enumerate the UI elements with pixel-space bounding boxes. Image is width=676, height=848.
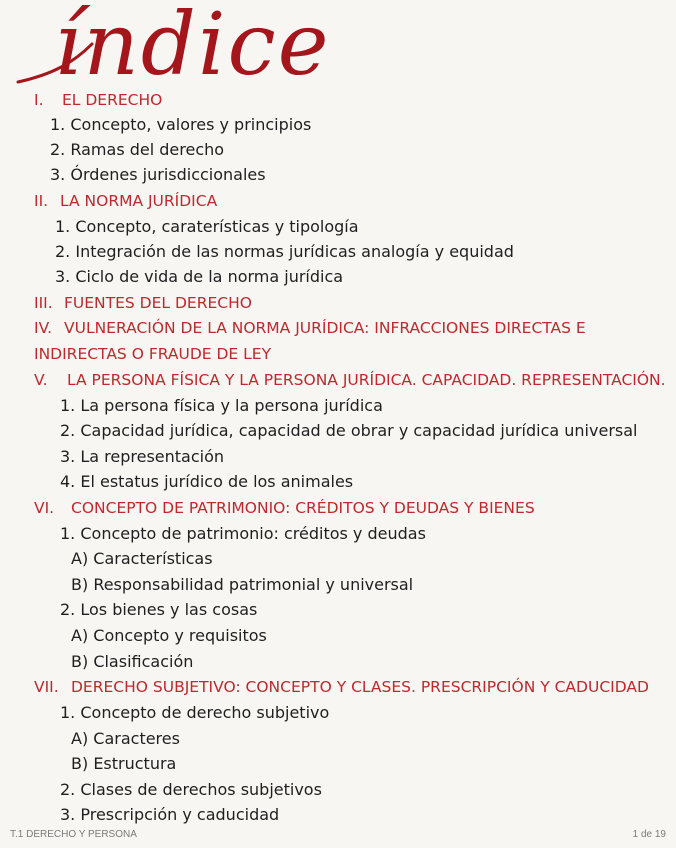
toc-section-label: FUENTES DEL DERECHO [64, 294, 252, 312]
toc-section-number: IV. [34, 319, 53, 337]
toc-section-number: VI. [34, 499, 55, 517]
toc-subitem[interactable] [71, 754, 176, 774]
toc-item[interactable] [60, 472, 353, 492]
toc-item[interactable] [60, 524, 426, 544]
toc-subitem-letter: A) [71, 549, 89, 568]
toc-section-label: DERECHO SUBJETIVO: CONCEPTO Y CLASES. PRESCRIPCIÓN Y CADUCIDAD [71, 678, 649, 696]
toc-subitem[interactable] [71, 549, 213, 569]
toc-subitem-label: Características [93, 549, 213, 568]
toc-subitem[interactable] [71, 652, 193, 672]
toc-item-number: 1. [60, 524, 76, 543]
toc-item-label: Órdenes jurisdiccionales [70, 165, 266, 184]
toc-section-number: I. [34, 91, 44, 109]
toc-subitem-label: Concepto y requisitos [93, 626, 267, 645]
toc-section-label: CONCEPTO DE PATRIMONIO: CRÉDITOS Y DEUDAS Y BIENES [71, 499, 535, 517]
title-svg [14, 4, 344, 94]
toc-subitem-letter: B) [71, 652, 89, 671]
toc-item[interactable] [60, 447, 224, 467]
toc-item-label: Concepto de patrimonio: créditos y deudas [80, 524, 426, 543]
toc-item-number: 2. [55, 242, 71, 261]
toc-item-number: 1. [60, 703, 76, 722]
toc-item-number: 1. [60, 396, 76, 415]
toc-subitem-label: Estructura [93, 754, 177, 773]
index-title: índice [54, 4, 331, 94]
toc-item-number: 4. [60, 472, 76, 491]
toc-item-label: Los bienes y las cosas [80, 600, 258, 619]
toc-section-vi[interactable] [34, 498, 535, 518]
toc-section-label: VULNERACIÓN DE LA NORMA JURÍDICA: INFRACCIONES DIRECTAS E [64, 319, 586, 337]
toc-section-vii[interactable] [34, 677, 649, 697]
footer-page-counter: 1 de 19 [632, 829, 666, 840]
toc-item[interactable] [50, 115, 311, 135]
toc-item[interactable] [60, 780, 322, 800]
toc-item-label: Capacidad jurídica, capacidad de obrar y capacidad jurídica universal [80, 421, 638, 440]
toc-section-iv-continued[interactable] [34, 344, 271, 364]
toc-section-v[interactable] [34, 370, 666, 390]
toc-item-label: Concepto de derecho subjetivo [80, 703, 330, 722]
toc-item[interactable] [60, 421, 637, 441]
toc-item-label: Ciclo de vida de la norma jurídica [75, 267, 344, 286]
toc-section-number: V. [34, 371, 48, 389]
toc-item-label: Concepto, caraterísticas y tipología [75, 217, 359, 236]
toc-section-number: II. [34, 192, 49, 210]
toc-item-label: La representación [80, 447, 225, 466]
toc-item-label: Clases de derechos subjetivos [80, 780, 322, 799]
toc-section-iv[interactable] [34, 318, 586, 338]
toc-item-number: 3. [55, 267, 71, 286]
toc-item-label: Ramas del derecho [70, 140, 225, 159]
toc-section-number: III. [34, 294, 53, 312]
toc-item-number: 2. [60, 421, 76, 440]
toc-item[interactable] [50, 165, 266, 185]
toc-item-number: 2. [60, 780, 76, 799]
title-block [14, 4, 344, 94]
toc-item-number: 1. [55, 217, 71, 236]
toc-subitem-label: Clasificación [93, 652, 194, 671]
toc-item-label: El estatus jurídico de los animales [80, 472, 354, 491]
toc-subitem[interactable] [71, 626, 267, 646]
toc-item[interactable] [60, 600, 257, 620]
toc-section-iii[interactable] [34, 293, 252, 313]
toc-item-label: La persona física y la persona jurídica [80, 396, 383, 415]
toc-item[interactable] [55, 267, 343, 287]
toc-section-label: INDIRECTAS O FRAUDE DE LEY [34, 345, 272, 363]
toc-subitem[interactable] [71, 729, 180, 749]
toc-section-label: LA PERSONA FÍSICA Y LA PERSONA JURÍDICA. CAPACIDAD. REPRESENTACIÓN. [67, 371, 666, 389]
toc-item[interactable] [50, 140, 224, 160]
toc-item-label: Prescripción y caducidad [80, 805, 280, 824]
toc-subitem-label: Caracteres [93, 729, 180, 748]
toc-item-number: 3. [60, 447, 76, 466]
toc-item-number: 2. [50, 140, 66, 159]
footer-document-title: T.1 DERECHO Y PERSONA [10, 829, 137, 840]
toc-item[interactable] [60, 703, 329, 723]
toc-item-label: Integración de las normas jurídicas analogía y equidad [75, 242, 514, 261]
toc-item-number: 3. [50, 165, 66, 184]
toc-subitem-letter: B) [71, 754, 89, 773]
toc-subitem-letter: A) [71, 729, 89, 748]
toc-subitem-letter: A) [71, 626, 89, 645]
toc-item-label: Concepto, valores y principios [70, 115, 312, 134]
toc-section-label: LA NORMA JURÍDICA [60, 192, 218, 210]
toc-section-label: EL DERECHO [62, 91, 163, 109]
toc-subitem[interactable] [71, 575, 413, 595]
toc-item[interactable] [60, 396, 383, 416]
toc-item[interactable] [55, 217, 359, 237]
toc-item-number: 1. [50, 115, 66, 134]
toc-item[interactable] [55, 242, 514, 262]
toc-section-i[interactable] [34, 90, 162, 110]
toc-section-number: VII. [34, 678, 59, 696]
toc-item-number: 3. [60, 805, 76, 824]
toc-subitem-label: Responsabilidad patrimonial y universal [93, 575, 414, 594]
toc-item-number: 2. [60, 600, 76, 619]
toc-item[interactable] [60, 805, 279, 825]
toc-subitem-letter: B) [71, 575, 89, 594]
toc-section-ii[interactable] [34, 191, 217, 211]
